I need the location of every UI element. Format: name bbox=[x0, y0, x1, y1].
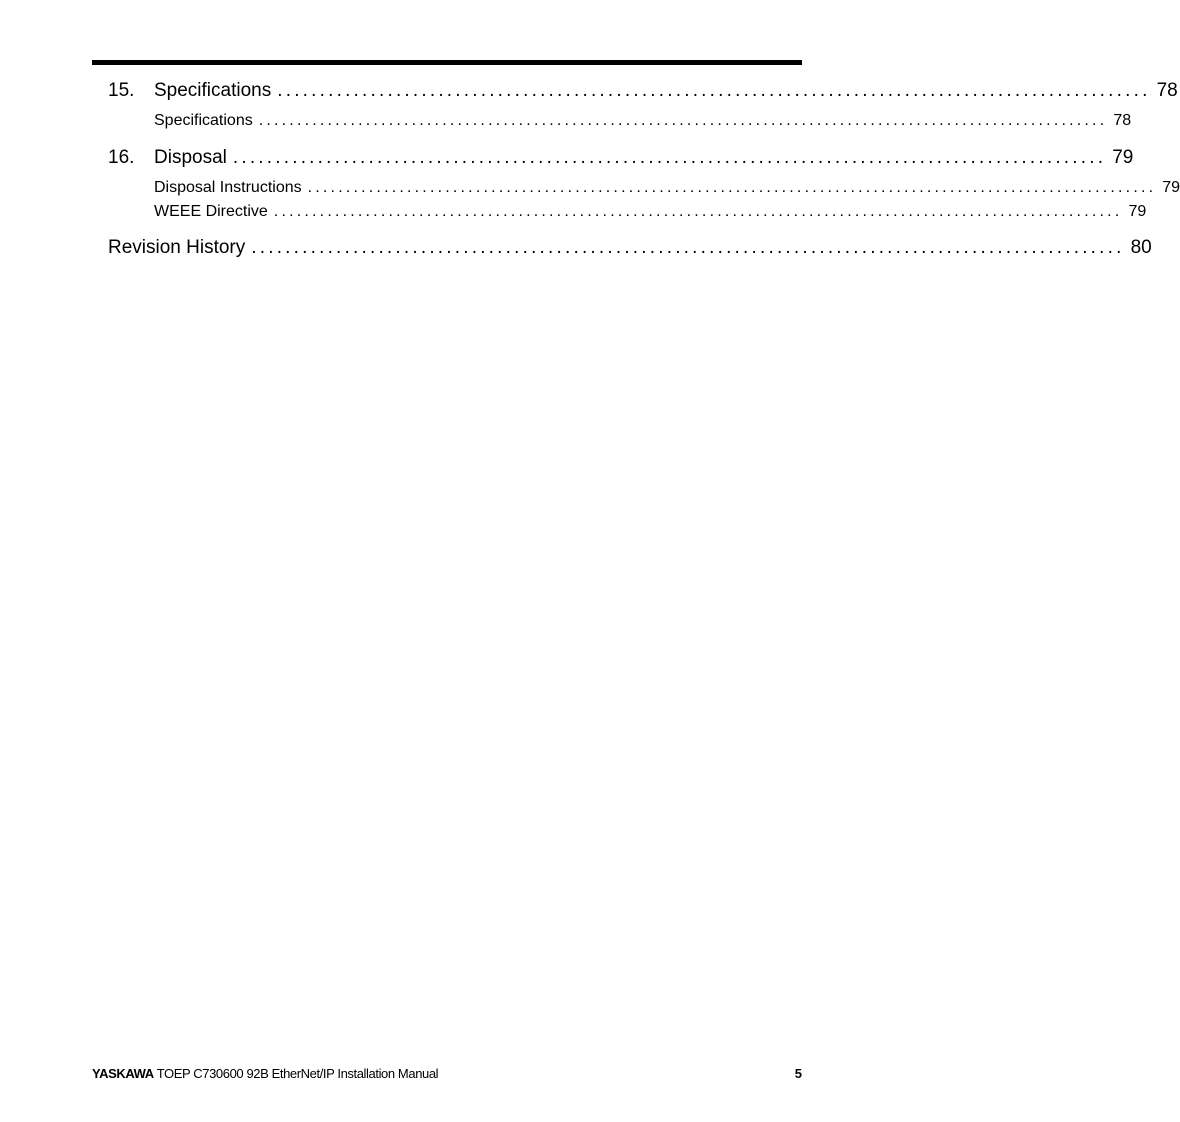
page-number: 79 bbox=[1128, 203, 1147, 220]
section-title: WEEE Directive bbox=[154, 203, 268, 220]
dot-leader: ............................................................................................................... bbox=[307, 179, 1157, 196]
toc-entry-chapter-15[interactable] bbox=[0, 80, 1178, 104]
entry-title: Revision History bbox=[108, 237, 246, 258]
page-number: 79 bbox=[1112, 147, 1134, 168]
page-number: 79 bbox=[1162, 179, 1180, 196]
toc-entry-revision-history[interactable] bbox=[0, 237, 1152, 261]
page-footer bbox=[92, 1066, 438, 1081]
dot-leader: ............................................................................................................... bbox=[273, 203, 1123, 220]
toc-entry-chapter-16[interactable] bbox=[0, 147, 1134, 171]
section-title: Specifications bbox=[154, 112, 253, 129]
page-number: 78 bbox=[1113, 112, 1132, 129]
chapter-number: 15. bbox=[108, 80, 135, 101]
toc-entry-section[interactable] bbox=[0, 112, 1132, 132]
page-number: 78 bbox=[1156, 80, 1178, 101]
dot-leader: ....................................................................................................... bbox=[277, 80, 1151, 101]
toc-entry-section[interactable] bbox=[0, 203, 1147, 223]
chapter-title: Specifications bbox=[154, 80, 272, 101]
footer-doc-title: TOEP C730600 92B EtherNet/IP Installation Manual bbox=[156, 1066, 439, 1081]
dot-leader: ....................................................................................................... bbox=[232, 147, 1107, 168]
toc-entry-section[interactable] bbox=[0, 179, 1180, 199]
footer-brand: YASKAWA bbox=[92, 1066, 154, 1081]
footer-page-number: 5 bbox=[794, 1066, 802, 1081]
chapter-number: 16. bbox=[108, 147, 135, 168]
dot-leader: ....................................................................................................... bbox=[251, 237, 1125, 258]
top-rule bbox=[92, 60, 802, 65]
dot-leader: ............................................................................................................... bbox=[258, 112, 1108, 129]
chapter-title: Disposal bbox=[154, 147, 227, 168]
page-number: 80 bbox=[1130, 237, 1152, 258]
section-title: Disposal Instructions bbox=[154, 179, 302, 196]
